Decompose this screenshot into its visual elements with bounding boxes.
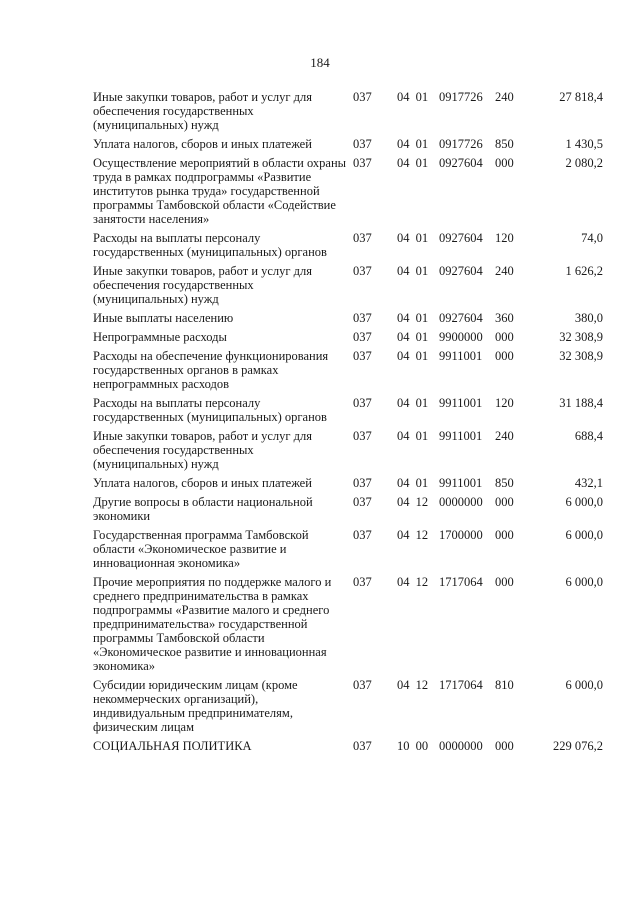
amount-value: 32 308,9	[559, 349, 603, 363]
ministry-code: 037	[353, 90, 372, 104]
section-code: 04 01	[397, 137, 429, 151]
target-article-code: 0000000	[439, 739, 483, 753]
target-article-code: 0917726	[439, 137, 483, 151]
amount-value: 27 818,4	[559, 90, 603, 104]
ministry-code: 037	[353, 231, 372, 245]
section-code: 04 01	[397, 90, 429, 104]
expense-name: Иные закупки товаров, работ и услуг для обеспечения государственных (муниципальных) нужд	[93, 429, 313, 471]
amount-value: 6 000,0	[565, 495, 603, 509]
expense-type-code: 000	[495, 575, 514, 589]
amount-value: 6 000,0	[565, 528, 603, 542]
target-article-code: 0927604	[439, 264, 483, 278]
target-article-code: 1700000	[439, 528, 483, 542]
table-row	[93, 528, 603, 570]
expense-type-code: 000	[495, 349, 514, 363]
section-code: 04 01	[397, 311, 429, 325]
amount-value: 1 626,2	[565, 264, 603, 278]
ministry-code: 037	[353, 396, 372, 410]
target-article-code: 0917726	[439, 90, 483, 104]
amount-value: 380,0	[574, 311, 603, 325]
table-row	[93, 156, 603, 226]
expense-name: Прочие мероприятия по поддержке малого и среднего предпринимательства в рамках подпрограммы «Развитие малого и среднего предпринимательства» государственной программы Тамбовской области «Экономическое развитие и инновационная экономика»	[93, 575, 332, 673]
expense-type-code: 810	[495, 678, 514, 692]
amount-value: 32 308,9	[559, 330, 603, 344]
ministry-code: 037	[353, 156, 372, 170]
table-row	[93, 330, 603, 344]
expense-name: СОЦИАЛЬНАЯ ПОЛИТИКА	[93, 739, 252, 753]
expense-type-code: 000	[495, 528, 514, 542]
expense-name: Государственная программа Тамбовской области «Экономическое развитие и инновационная экономика»	[93, 528, 309, 570]
budget-table	[93, 90, 603, 758]
expense-name: Расходы на выплаты персоналу государственных (муниципальных) органов	[93, 396, 327, 424]
expense-type-code: 000	[495, 330, 514, 344]
ministry-code: 037	[353, 311, 372, 325]
expense-name: Субсидии юридическим лицам (кроме некоммерческих организаций), индивидуальным предпринимателям, физическим лицам	[93, 678, 298, 734]
section-code: 04 01	[397, 264, 429, 278]
expense-name: Другие вопросы в области национальной экономики	[93, 495, 313, 523]
amount-value: 1 430,5	[565, 137, 603, 151]
amount-value: 688,4	[574, 429, 603, 443]
expense-name: Иные закупки товаров, работ и услуг для обеспечения государственных (муниципальных) нужд	[93, 264, 313, 306]
amount-value: 6 000,0	[565, 575, 603, 589]
expense-type-code: 120	[495, 396, 514, 410]
section-code: 04 12	[397, 678, 429, 692]
ministry-code: 037	[353, 739, 372, 753]
expense-name: Иные закупки товаров, работ и услуг для обеспечения государственных (муниципальных) нужд	[93, 90, 313, 132]
ministry-code: 037	[353, 330, 372, 344]
expense-name: Иные выплаты населению	[93, 311, 234, 325]
expense-type-code: 240	[495, 90, 514, 104]
ministry-code: 037	[353, 137, 372, 151]
section-code: 04 01	[397, 349, 429, 363]
target-article-code: 9911001	[439, 476, 483, 490]
amount-value: 74,0	[581, 231, 603, 245]
ministry-code: 037	[353, 678, 372, 692]
section-code: 04 01	[397, 330, 429, 344]
section-code: 04 12	[397, 528, 429, 542]
table-row	[93, 739, 603, 753]
target-article-code: 9911001	[439, 396, 483, 410]
expense-name: Уплата налогов, сборов и иных платежей	[93, 476, 312, 490]
amount-value: 432,1	[574, 476, 603, 490]
target-article-code: 9911001	[439, 349, 483, 363]
section-code: 04 01	[397, 156, 429, 170]
section-code: 10 00	[397, 739, 429, 753]
expense-name: Расходы на обеспечение функционирования государственных органов в рамках непрограммных расходов	[93, 349, 329, 391]
ministry-code: 037	[353, 349, 372, 363]
page-number: 184	[310, 55, 330, 70]
ministry-code: 037	[353, 429, 372, 443]
amount-value: 2 080,2	[565, 156, 603, 170]
expense-type-code: 240	[495, 264, 514, 278]
expense-name: Осуществление мероприятий в области охраны труда в рамках подпрограммы «Развитие институтов рынка труда» государственной программы Тамбовской области «Содействие занятости населения»	[93, 156, 347, 226]
expense-type-code: 000	[495, 495, 514, 509]
target-article-code: 1717064	[439, 575, 483, 589]
ministry-code: 037	[353, 476, 372, 490]
expense-name: Непрограммные расходы	[93, 330, 227, 344]
target-article-code: 9911001	[439, 429, 483, 443]
table-row	[93, 311, 603, 325]
ministry-code: 037	[353, 495, 372, 509]
amount-value: 31 188,4	[559, 396, 603, 410]
table-row	[93, 90, 603, 132]
table-row	[93, 264, 603, 306]
expense-type-code: 240	[495, 429, 514, 443]
amount-value: 229 076,2	[553, 739, 603, 753]
expense-type-code: 850	[495, 476, 514, 490]
expense-name: Уплата налогов, сборов и иных платежей	[93, 137, 312, 151]
expense-type-code: 000	[495, 739, 514, 753]
ministry-code: 037	[353, 264, 372, 278]
ministry-code: 037	[353, 528, 372, 542]
expense-type-code: 360	[495, 311, 514, 325]
table-row	[93, 231, 603, 259]
table-row	[93, 678, 603, 734]
target-article-code: 9900000	[439, 330, 483, 344]
table-row	[93, 575, 603, 673]
expense-name: Расходы на выплаты персоналу государственных (муниципальных) органов	[93, 231, 327, 259]
section-code: 04 01	[397, 231, 429, 245]
target-article-code: 0927604	[439, 231, 483, 245]
target-article-code: 0000000	[439, 495, 483, 509]
section-code: 04 01	[397, 476, 429, 490]
ministry-code: 037	[353, 575, 372, 589]
table-row	[93, 495, 603, 523]
expense-type-code: 000	[495, 156, 514, 170]
section-code: 04 12	[397, 575, 429, 589]
target-article-code: 1717064	[439, 678, 483, 692]
table-row	[93, 429, 603, 471]
target-article-code: 0927604	[439, 311, 483, 325]
expense-type-code: 120	[495, 231, 514, 245]
table-row	[93, 476, 603, 490]
target-article-code: 0927604	[439, 156, 483, 170]
table-row	[93, 349, 603, 391]
expense-type-code: 850	[495, 137, 514, 151]
section-code: 04 12	[397, 495, 429, 509]
amount-value: 6 000,0	[565, 678, 603, 692]
section-code: 04 01	[397, 396, 429, 410]
table-row	[93, 396, 603, 424]
table-row	[93, 137, 603, 151]
section-code: 04 01	[397, 429, 429, 443]
